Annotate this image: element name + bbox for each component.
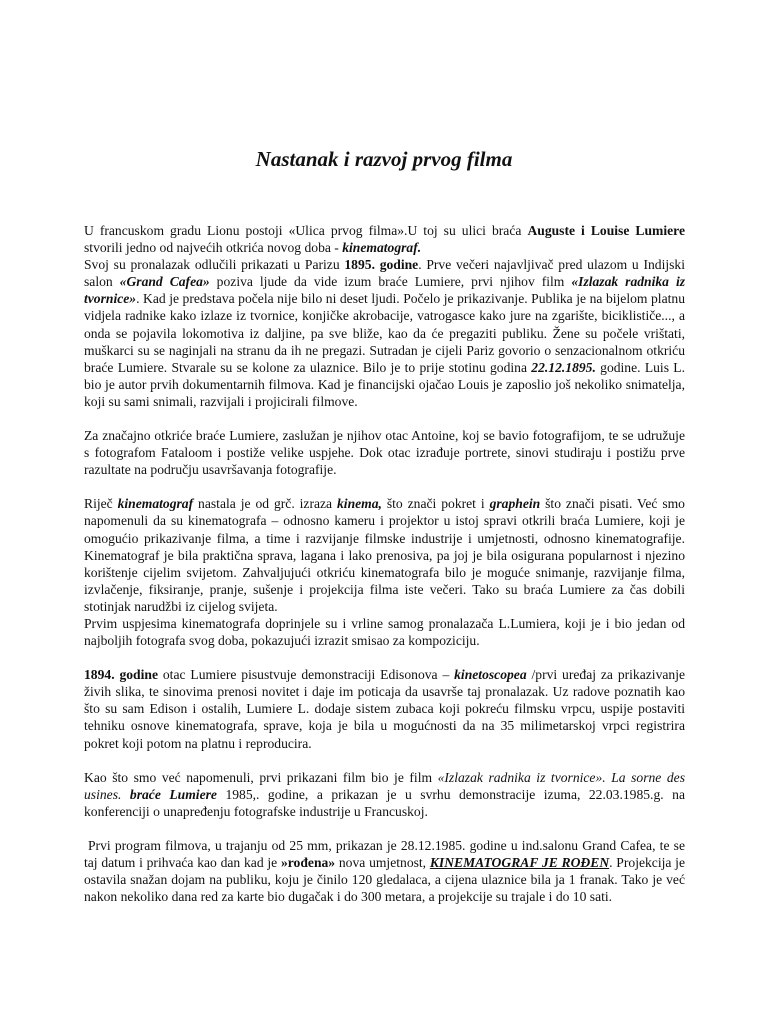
text-run: U francuskom gradu Lionu postoji «Ulica prvog filma».U toj su ulici braća <box>84 223 528 238</box>
text-run: što znači pisati. Već smo napomenuli da su kinematografa – odnosno kameru i projektor u istoj spravi otkrili braća Lumiere, koji je omogućio prikazivanje filma, a time i razvijanje filmske industrije i umjetnosti, odnosno kinematografije. Kinematograf je bila praktična sprava, lagana i lako prenosiva, pa joj je bila osigurana popularnost i njezino korištenje cijelim svijetom. Zahvaljujući otkriću kinematografa bilo je moguće snimanje, razvijanje filma, izvlačenje, fiksiranje, pranje, sušenje i projekcija filma iste večeri. Tako su braća Lumiere za čas dobili stotinjak narudžbi iz cijelog svijeta. <box>84 496 685 614</box>
text-run: Riječ <box>84 496 118 512</box>
text-run: Svoj su pronalazak odlučili prikazati u Parizu <box>84 257 345 273</box>
text-run: . Prve večeri najavljivač pred ulazom u Indijski salon <box>84 257 685 290</box>
paragraph <box>84 427 685 478</box>
text-run: Kao što smo već napomenuli, prvi prikazani film bio je film <box>84 769 438 785</box>
text-run: kinetoscopea <box>454 667 527 683</box>
paragraph <box>84 666 685 751</box>
text-run: kinematograf <box>117 496 194 512</box>
text-run: kinematograf. <box>342 240 422 256</box>
text-run: nova umjetnost, <box>335 855 430 870</box>
document-body <box>84 222 685 922</box>
text-run: godine. Luis L. bio je autor prvih dokumentarnih filmova. Kad je financijski ojačao Louis je zaposlio još nekoliko snimatelja, koji su sami snimali, razvijali i projicirali filmove. <box>84 359 685 409</box>
text-run: Auguste i Louise Lumiere <box>527 223 685 238</box>
text-run: poziva ljude da vide izum braće Lumiere, prvi njihov film <box>209 274 572 290</box>
text-run: otac Lumiere pisustvuje demonstraciji Edisonova – <box>158 667 455 683</box>
text-run: 1895. godine <box>344 257 419 273</box>
text-run <box>121 787 130 802</box>
text-run: 22.12.1895. <box>531 359 596 375</box>
document-title: Nastanak i razvoj prvog filma <box>255 147 513 171</box>
text-run: «Izlazak radnika iz tvornice» <box>84 274 686 307</box>
text-run: Prvim uspjesima kinematografa doprinjele su i vrline samog pronalazača L.Lumiera, koji je i bio jedan od najboljih fotografa svog doba, pokazujući izrazit smisao za kompoziciju. <box>84 615 685 649</box>
text-run: «Izlazak radnika iz tvornice». La sorne des usines. <box>84 769 685 802</box>
text-run: nastala je od grč. izraza <box>193 496 337 512</box>
paragraph <box>84 837 685 905</box>
paragraph <box>84 222 685 410</box>
text-run: braće Lumiere <box>129 786 217 802</box>
text-run: . Kad je predstava počela nije bilo ni deset ljudi. Počelo je prikazivanje. Publika je na bijelom platnu vidjela radnike kako izlaze iz tvornice, konjičke akrobacije, vatrogasce kako jure na zgarište, biciklističe..., a onda se pojavila lokomotiva iz daljine, pa sve bliže, kao da će pregaziti publiku. Žene su počele vrištati, muškarci su se naginjali na stranu da ih ne pregazi. Sutradan je cijeli Pariz govorio o senzacionalnom otkriću braće Lumiere. Stvarale su se kolone za ulaznice. Bilo je to prije stotinu godina <box>84 291 685 375</box>
text-run: kinema, <box>337 496 382 512</box>
text-run: 1894. godine <box>84 667 158 683</box>
text-run: . Projekcija je ostavila snažan dojam na publiku, koju je činilo 120 gledalaca, a cijena ulaznice bila ja 1 franak. Tako je već nakon nekoliko dana red za karte bio dugačak i do 300 metara, a projekcije su trajale i do 10 sati. <box>84 855 685 905</box>
text-run: Za značajno otkriće braće Lumiere, zaslužan je njihov otac Antoine, koj se bavio fotografijom, te se udružuje s fotografom Fataloom i postiže velike uspjehe. Dok otac izrađuje portrete, sinovi studiraju i postižu prve razultate na području usavršavanja fotografije. <box>84 428 685 478</box>
text-run: graphein <box>489 496 541 512</box>
text-run: «Grand Cafea» <box>119 274 210 290</box>
text-run: što znači pokret i <box>381 496 490 512</box>
text-run: stvorili jedno od najvećih otkrića novog doba - <box>84 240 343 256</box>
text-run: »rođena» <box>280 855 336 870</box>
paragraph <box>84 495 685 649</box>
paragraph <box>84 769 685 820</box>
text-run: Prvi program filmova, u trajanju od 25 mm, prikazan je 28.12.1985. godine u ind.salonu Grand Cafea, te se taj datum i prihvaća kao dan kad je <box>84 837 685 870</box>
text-run: /prvi uređaj za prikazivanje živih slika, te sinovima prenosi novitet i daje im poticaja da usavrše taj pronalazak. Uz radove poznatih kao što su sam Edison i ostalih, Lumiere L. dodaje sistem zubaca koji pokreću filmsku vrpcu, uspije postaviti tehniku osnove kinematografa, sprave, koja je bila u mogućnosti da na 35 milimetarskoj vrpci registrira pokret koji potom na platnu i reproducira. <box>84 667 686 751</box>
text-run: 1985,. godine, a prikazan je u svrhu demonstracije izuma, 22.03.1985.g. na konferenciji o unapređenju fotografske industrije u Francuskoj. <box>84 786 685 819</box>
text-run: KINEMATOGRAF JE ROĐEN <box>429 855 610 870</box>
